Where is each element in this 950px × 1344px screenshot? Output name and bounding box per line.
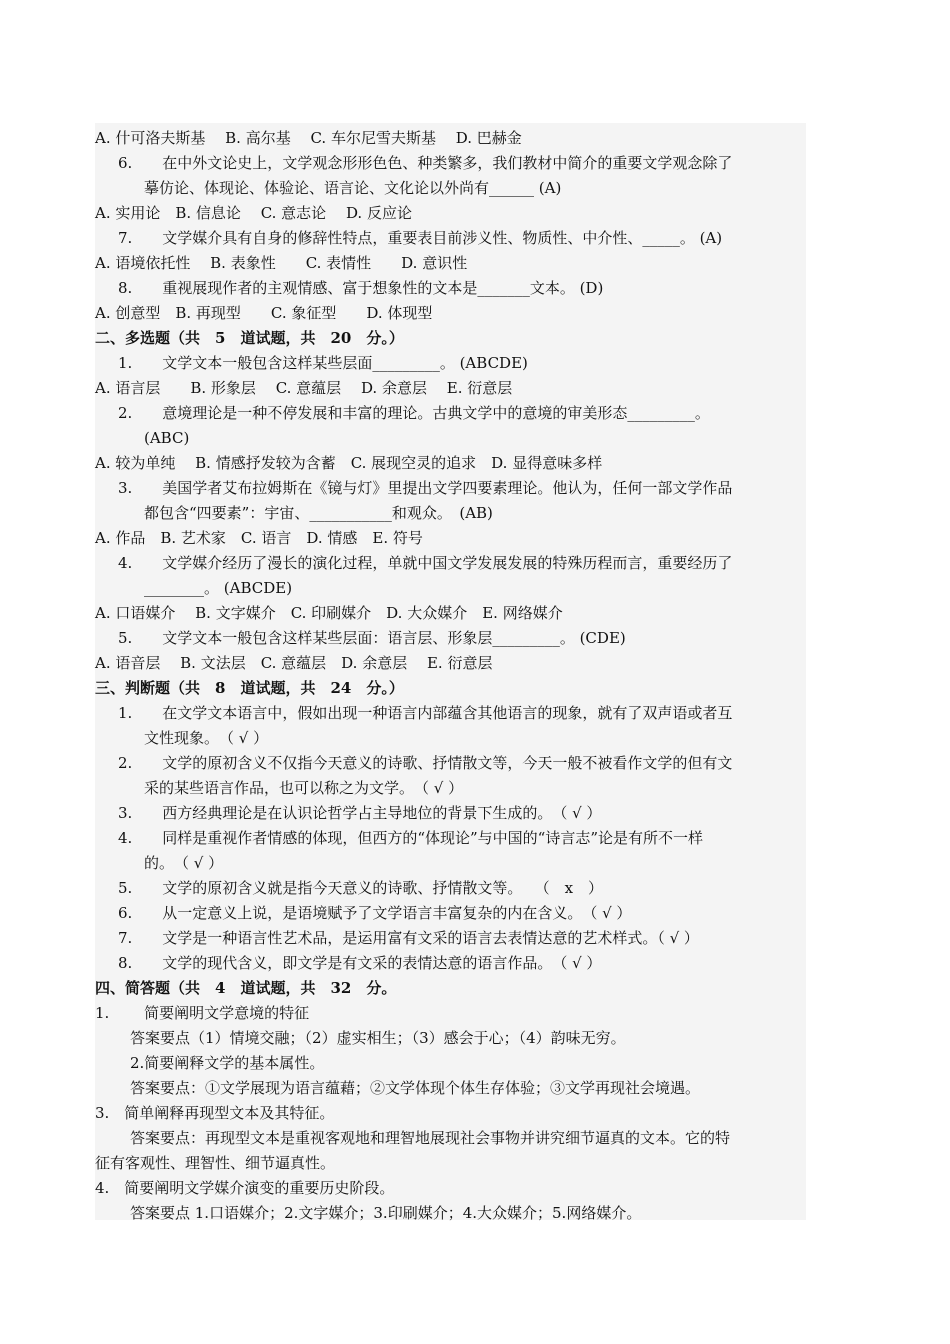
section-heading-short-answer: 四、简答题（共 4 道试题，共 32 分。 [95,979,397,997]
tf-question-6: 6. 从一定意义上说，是语境赋予了文学语言丰富复杂的内在含义。 （ √ ） [118,904,632,922]
tf-question-3: 3. 西方经典理论是在认识论哲学占主导地位的背景下生成的。 （ √ ） [118,804,602,822]
sa-question-2: 2.简要阐释文学的基本属性。 [130,1054,325,1072]
options-line: A. 什可洛夫斯基 B. 高尔基 C. 车尔尼雪夫斯基 D. 巴赫金 [95,129,522,147]
tf-question-4: 4. 同样是重视作者情感的体现，但西方的“体现论”与中国的“诗言志”论是有所不一样 [118,829,703,847]
mc-question-2: 2. 意境理论是一种不停发展和丰富的理论。古典文学中的意境的审美形态_________。 [118,404,710,422]
question-6: 6. 在中外文论史上，文学观念形形色色、种类繁多，我们教材中简介的重要文学观念除了 [118,154,733,172]
options-line: A. 语音层 B. 文法层 C. 意蕴层 D. 余意层 E. 衍意层 [95,654,493,672]
sa-answer-1: 答案要点（1）情境交融；（2）虚实相生；（3）感会于心；（4）韵味无穷。 [130,1029,626,1047]
mc-question-3-cont: 都包含“四要素”：宇宙、___________和观众。 (AB) [144,504,493,522]
options-line: A. 语境依托性 B. 表象性 C. 表情性 D. 意识性 [95,254,468,272]
options-line: A. 较为单纯 B. 情感抒发较为含蓄 C. 展现空灵的追求 D. 显得意味多样 [95,454,603,472]
options-line: A. 口语媒介 B. 文字媒介 C. 印刷媒介 D. 大众媒介 E. 网络媒介 [95,604,563,622]
mc-question-5: 5. 文学文本一般包含这样某些层面：语言层、形象层_________。 (CDE) [118,629,626,647]
tf-question-5: 5. 文学的原初含义就是指今天意义的诗歌、抒情散文等。 （ x ） [118,879,604,897]
tf-question-8: 8. 文学的现代含义，即文学是有文采的表情达意的语言作品。 （ √ ） [118,954,602,972]
options-line: A. 作品 B. 艺术家 C. 语言 D. 情感 E. 符号 [95,529,423,547]
sa-answer-3: 答案要点：再现型文本是重视客观地和理智地展现社会事物并讲究细节逼真的文本。它的特 [130,1129,731,1147]
mc-question-4: 4. 文学媒介经历了漫长的演化过程，单就中国文学发展发展的特殊历程而言，重要经历了 [118,554,733,572]
sa-answer-2: 答案要点：①文学展现为语言蕴藉；②文学体现个体生存体验；③文学再现社会境遇。 [130,1079,701,1097]
mc-question-4-cont: ________。 (ABCDE) [144,579,293,597]
sa-question-4: 4. 简要阐明文学媒介演变的重要历史阶段。 [95,1179,395,1197]
tf-question-1: 1. 在文学文本语言中，假如出现一种语言内部蕴含其他语言的现象，就有了双声语或者互 [118,704,733,722]
section-heading-true-false: 三、判断题（共 8 道试题，共 24 分。） [95,679,404,697]
options-line: A. 语言层 B. 形象层 C. 意蕴层 D. 余意层 E. 衍意层 [95,379,513,397]
sa-answer-3-cont: 征有客观性、理智性、细节逼真性。 [95,1154,336,1172]
tf-question-2: 2. 文学的原初含义不仅指今天意义的诗歌、抒情散文等，今天一般不被看作文学的但有文 [118,754,733,772]
tf-question-1-cont: 文性现象。 （ √ ） [144,729,269,747]
tf-question-7: 7. 文学是一种语言性艺术品，是运用富有文采的语言去表情达意的艺术样式。（ √ ） [118,929,699,947]
question-8: 8. 重视展现作者的主观情感、富于想象性的文本是_______文本。 (D) [118,279,604,297]
options-line: A. 实用论 B. 信息论 C. 意志论 D. 反应论 [95,204,412,222]
mc-question-2-answer: (ABC) [144,429,190,447]
options-line: A. 创意型 B. 再现型 C. 象征型 D. 体现型 [95,304,433,322]
question-7: 7. 文学媒介具有自身的修辞性特点，重要表目前涉义性、物质性、中介性、_____。 (A) [118,229,723,247]
tf-question-2-cont: 采的某些语言作品，也可以称之为文学。 （ √ ） [144,779,464,797]
sa-question-3: 3. 简单阐释再现型文本及其特征。 [95,1104,335,1122]
sa-answer-4: 答案要点 1.口语媒介；2.文字媒介；3.印刷媒介；4.大众媒介；5.网络媒介。 [130,1204,642,1222]
mc-question-3: 3. 美国学者艾布拉姆斯在《镜与灯》里提出文学四要素理论。他认为，任何一部文学作品 [118,479,733,497]
mc-question-1: 1. 文学文本一般包含这样某些层面_________。 (ABCDE) [118,354,528,372]
sa-question-1: 1. 简要阐明文学意境的特征 [95,1004,310,1022]
tf-question-4-cont: 的。 （ √ ） [144,854,224,872]
section-heading-multiple-choice: 二、多选题（共 5 道试题，共 20 分。） [95,329,404,347]
question-6-cont: 摹仿论、体现论、体验论、语言论、文化论以外尚有______ (A) [144,179,562,197]
